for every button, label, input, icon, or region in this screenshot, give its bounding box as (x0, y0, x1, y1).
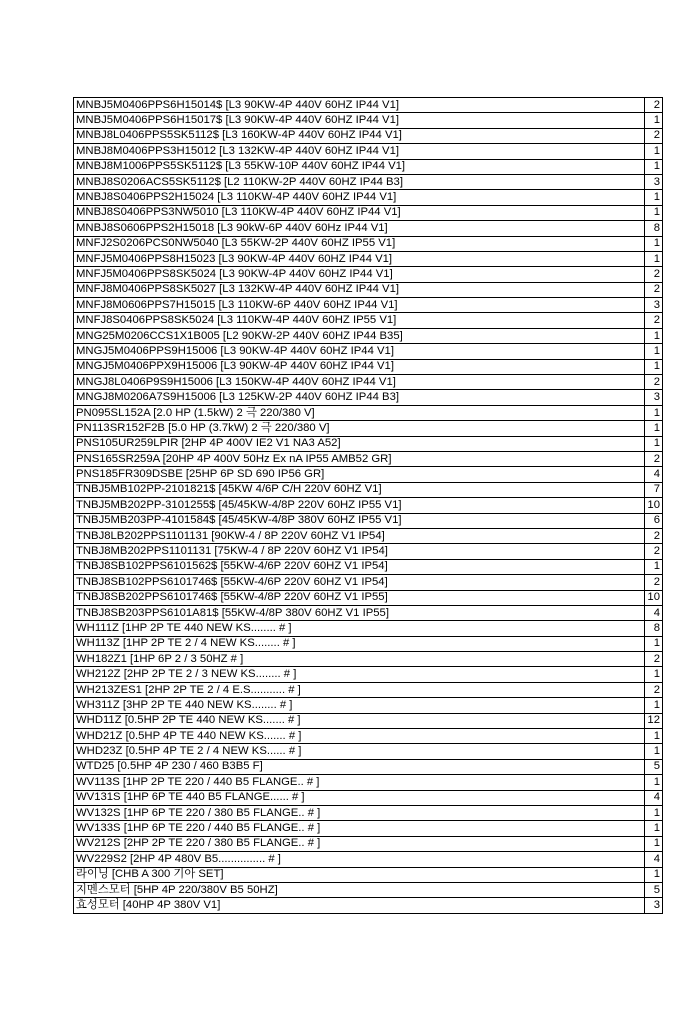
item-description-cell: PN095SL152A [2.0 HP (1.5kW) 2 극 220/380 V] (74, 405, 645, 420)
inventory-table (73, 97, 663, 914)
table-row (74, 251, 663, 266)
table-row (74, 113, 663, 128)
item-quantity-cell: 3 (645, 174, 663, 189)
item-description-cell: WV113S [1HP 2P TE 220 / 440 B5 FLANGE.. # ] (74, 775, 645, 790)
item-description-cell: MNBJ5M0406PPS6H15017$ [L3 90KW-4P 440V 60HZ IP44 V1] (74, 113, 645, 128)
item-quantity-cell: 1 (645, 405, 663, 420)
item-description-cell: MNBJ8S0606PPS2H15018 [L3 90kW-6P 440V 60Hz IP44 V1] (74, 221, 645, 236)
item-description-cell: WHD23Z [0.5HP 4P TE 2 / 4 NEW KS...... # ] (74, 744, 645, 759)
item-description-cell: PNS185FR309DSBE [25HP 6P SD 690 IP56 GR] (74, 467, 645, 482)
table-row (74, 405, 663, 420)
item-quantity-cell: 2 (645, 98, 663, 113)
item-description-cell: 라이닝 [CHB A 300 기아 SET] (74, 867, 645, 882)
item-quantity-cell: 2 (645, 575, 663, 590)
item-quantity-cell: 5 (645, 882, 663, 897)
item-quantity-cell: 2 (645, 128, 663, 143)
table-row (74, 590, 663, 605)
item-description-cell: MNFJ8M0606PPS7H15015 [L3 110KW-6P 440V 60HZ IP44 V1] (74, 298, 645, 313)
table-row (74, 344, 663, 359)
item-description-cell: WV212S [2HP 2P TE 220 / 380 B5 FLANGE.. # ] (74, 836, 645, 851)
table-row (74, 236, 663, 251)
item-quantity-cell: 2 (645, 544, 663, 559)
table-row (74, 159, 663, 174)
table-row (74, 667, 663, 682)
item-description-cell: MNBJ8L0406PPS5SK5112$ [L3 160KW-4P 440V 60HZ IP44 V1] (74, 128, 645, 143)
table-row (74, 759, 663, 774)
item-quantity-cell: 1 (645, 559, 663, 574)
item-description-cell: WH113Z [1HP 2P TE 2 / 4 NEW KS........ # ] (74, 636, 645, 651)
table-row (74, 528, 663, 543)
table-row (74, 605, 663, 620)
item-description-cell: WH212Z [2HP 2P TE 2 / 3 NEW KS........ # ] (74, 667, 645, 682)
item-quantity-cell: 1 (645, 436, 663, 451)
item-description-cell: TNBJ8SB203PPS6101A81$ [55KW-4/8P 380V 60HZ V1 IP55] (74, 605, 645, 620)
item-quantity-cell: 1 (645, 113, 663, 128)
table-row (74, 128, 663, 143)
table-row (74, 805, 663, 820)
table-row (74, 313, 663, 328)
item-description-cell: PNS165SR259A [20HP 4P 400V 50Hz Ex nA IP55 AMB52 GR] (74, 451, 645, 466)
table-row (74, 729, 663, 744)
item-quantity-cell: 8 (645, 221, 663, 236)
table-row (74, 621, 663, 636)
item-description-cell: WH182Z1 [1HP 6P 2 / 3 50HZ # ] (74, 652, 645, 667)
item-description-cell: WHD11Z [0.5HP 2P TE 440 NEW KS....... # ] (74, 713, 645, 728)
item-quantity-cell: 3 (645, 898, 663, 913)
item-description-cell: WV132S [1HP 6P TE 220 / 380 B5 FLANGE.. # ] (74, 805, 645, 820)
item-quantity-cell: 1 (645, 205, 663, 220)
item-quantity-cell: 2 (645, 313, 663, 328)
table-row (74, 790, 663, 805)
item-quantity-cell: 2 (645, 375, 663, 390)
table-row (74, 174, 663, 189)
table-row (74, 513, 663, 528)
table-row (74, 575, 663, 590)
item-description-cell: PN113SR152F2B [5.0 HP (3.7kW) 2 극 220/380 V] (74, 421, 645, 436)
item-quantity-cell: 4 (645, 467, 663, 482)
item-quantity-cell: 1 (645, 359, 663, 374)
item-description-cell: TNBJ8SB102PPS6101746$ [55KW-4/6P 220V 60HZ V1 IP54] (74, 575, 645, 590)
table-row (74, 467, 663, 482)
table-row (74, 205, 663, 220)
item-quantity-cell: 1 (645, 867, 663, 882)
table-row (74, 421, 663, 436)
table-row (74, 775, 663, 790)
item-quantity-cell: 1 (645, 698, 663, 713)
item-quantity-cell: 4 (645, 790, 663, 805)
item-quantity-cell: 1 (645, 836, 663, 851)
item-quantity-cell: 7 (645, 482, 663, 497)
item-quantity-cell: 2 (645, 282, 663, 297)
item-quantity-cell: 2 (645, 682, 663, 697)
table-row (74, 544, 663, 559)
item-quantity-cell: 8 (645, 621, 663, 636)
table-row (74, 451, 663, 466)
item-description-cell: TNBJ8MB202PPS1101131 [75KW-4 / 8P 220V 60HZ V1 IP54] (74, 544, 645, 559)
table-row (74, 836, 663, 851)
item-quantity-cell: 1 (645, 775, 663, 790)
item-quantity-cell: 6 (645, 513, 663, 528)
item-quantity-cell: 1 (645, 729, 663, 744)
table-row (74, 436, 663, 451)
table-row (74, 482, 663, 497)
item-description-cell: WV133S [1HP 6P TE 220 / 440 B5 FLANGE.. # ] (74, 821, 645, 836)
table-row (74, 328, 663, 343)
item-quantity-cell: 1 (645, 190, 663, 205)
item-description-cell: WH213ZES1 [2HP 2P TE 2 / 4 E.S........... # ] (74, 682, 645, 697)
item-description-cell: MNBJ8M1006PPS5SK5112$ [L3 55KW-10P 440V 60HZ IP44 V1] (74, 159, 645, 174)
item-description-cell: MNFJ2S0206PCS0NW5040 [L3 55KW-2P 440V 60HZ IP55 V1] (74, 236, 645, 251)
table-row (74, 282, 663, 297)
item-quantity-cell: 1 (645, 421, 663, 436)
item-quantity-cell: 3 (645, 298, 663, 313)
table-row (74, 821, 663, 836)
table-row (74, 267, 663, 282)
item-quantity-cell: 2 (645, 267, 663, 282)
item-quantity-cell: 1 (645, 805, 663, 820)
item-description-cell: WV229S2 [2HP 4P 480V B5............... # ] (74, 852, 645, 867)
item-description-cell: PNS105UR259LPIR [2HP 4P 400V IE2 V1 NA3 A52] (74, 436, 645, 451)
table-row (74, 375, 663, 390)
item-description-cell: MNGJ8M0206A7S9H15006 [L3 125KW-2P 440V 60HZ IP44 B3] (74, 390, 645, 405)
item-description-cell: MNFJ5M0406PPS8H15023 [L3 90KW-4P 440V 60HZ IP44 V1] (74, 251, 645, 266)
table-row (74, 682, 663, 697)
item-description-cell: MNFJ8S0406PPS8SK5024 [L3 110KW-4P 440V 60HZ IP55 V1] (74, 313, 645, 328)
table-row (74, 652, 663, 667)
table-row (74, 390, 663, 405)
item-quantity-cell: 1 (645, 159, 663, 174)
table-row (74, 221, 663, 236)
item-quantity-cell: 2 (645, 652, 663, 667)
item-quantity-cell: 10 (645, 590, 663, 605)
table-row (74, 298, 663, 313)
item-quantity-cell: 4 (645, 852, 663, 867)
item-quantity-cell: 2 (645, 451, 663, 466)
item-quantity-cell: 1 (645, 667, 663, 682)
table-row (74, 636, 663, 651)
item-quantity-cell: 3 (645, 390, 663, 405)
table-row (74, 144, 663, 159)
item-description-cell: TNBJ8SB102PPS6101562$ [55KW-4/6P 220V 60HZ V1 IP54] (74, 559, 645, 574)
item-description-cell: WTD25 [0.5HP 4P 230 / 460 B3B5 F] (74, 759, 645, 774)
item-quantity-cell: 1 (645, 636, 663, 651)
item-description-cell: TNBJ8LB202PPS1101131 [90KW-4 / 8P 220V 60HZ V1 IP54] (74, 528, 645, 543)
item-description-cell: MNFJ5M0406PPS8SK5024 [L3 90KW-4P 440V 60HZ IP44 V1] (74, 267, 645, 282)
item-description-cell: TNBJ5MB203PP-4101584$ [45/45KW-4/8P 380V 60HZ IP55 V1] (74, 513, 645, 528)
item-description-cell: MNBJ8M0406PPS3H15012 [L3 132KW-4P 440V 60HZ IP44 V1] (74, 144, 645, 159)
table-row (74, 867, 663, 882)
item-quantity-cell: 1 (645, 251, 663, 266)
item-description-cell: MNGJ5M0406PPS9H15006 [L3 90KW-4P 440V 60HZ IP44 V1] (74, 344, 645, 359)
item-quantity-cell: 2 (645, 528, 663, 543)
item-description-cell: MNBJ5M0406PPS6H15014$ [L3 90KW-4P 440V 60HZ IP44 V1] (74, 98, 645, 113)
table-row (74, 698, 663, 713)
table-row (74, 98, 663, 113)
table-row (74, 190, 663, 205)
item-quantity-cell: 1 (645, 236, 663, 251)
item-description-cell: MNBJ8S0406PPS2H15024 [L3 110KW-4P 440V 60HZ IP44 V1] (74, 190, 645, 205)
item-quantity-cell: 1 (645, 821, 663, 836)
item-description-cell: WHD21Z [0.5HP 4P TE 440 NEW KS....... # ] (74, 729, 645, 744)
item-quantity-cell: 1 (645, 328, 663, 343)
table-row (74, 359, 663, 374)
item-description-cell: TNBJ5MB202PP-3101255$ [45/45KW-4/8P 220V 60HZ IP55 V1] (74, 498, 645, 513)
inventory-table-body (74, 98, 663, 914)
item-quantity-cell: 1 (645, 744, 663, 759)
table-row (74, 898, 663, 913)
table-row (74, 852, 663, 867)
table-row (74, 882, 663, 897)
item-description-cell: TNBJ5MB102PP-2101821$ [45KW 4/6P C/H 220V 60HZ V1] (74, 482, 645, 497)
item-quantity-cell: 1 (645, 344, 663, 359)
table-row (74, 498, 663, 513)
item-description-cell: MNGJ5M0406PPX9H15006 [L3 90KW-4P 440V 60HZ IP44 V1] (74, 359, 645, 374)
item-description-cell: WH311Z [3HP 2P TE 440 NEW KS........ # ] (74, 698, 645, 713)
item-description-cell: TNBJ8SB202PPS6101746$ [55KW-4/8P 220V 60HZ V1 IP55] (74, 590, 645, 605)
item-description-cell: WH111Z [1HP 2P TE 440 NEW KS........ # ] (74, 621, 645, 636)
table-row (74, 559, 663, 574)
item-description-cell: MNG25M0206CCS1X1B005 [L2 90KW-2P 440V 60HZ IP44 B35] (74, 328, 645, 343)
item-description-cell: MNFJ8M0406PPS8SK5027 [L3 132KW-4P 440V 60HZ IP44 V1] (74, 282, 645, 297)
item-quantity-cell: 5 (645, 759, 663, 774)
item-description-cell: 지멘스모터 [5HP 4P 220/380V B5 50HZ] (74, 882, 645, 897)
item-quantity-cell: 12 (645, 713, 663, 728)
item-description-cell: WV131S [1HP 6P TE 440 B5 FLANGE...... # ] (74, 790, 645, 805)
item-quantity-cell: 4 (645, 605, 663, 620)
table-row (74, 713, 663, 728)
item-description-cell: MNBJ8S0206ACS5SK5112$ [L2 110KW-2P 440V 60HZ IP44 B3] (74, 174, 645, 189)
item-description-cell: 효성모터 [40HP 4P 380V V1] (74, 898, 645, 913)
item-description-cell: MNBJ8S0406PPS3NW5010 [L3 110KW-4P 440V 60HZ IP44 V1] (74, 205, 645, 220)
item-quantity-cell: 10 (645, 498, 663, 513)
item-description-cell: MNGJ8L0406P9S9H15006 [L3 150KW-4P 440V 60HZ IP44 V1] (74, 375, 645, 390)
item-quantity-cell: 1 (645, 144, 663, 159)
table-row (74, 744, 663, 759)
